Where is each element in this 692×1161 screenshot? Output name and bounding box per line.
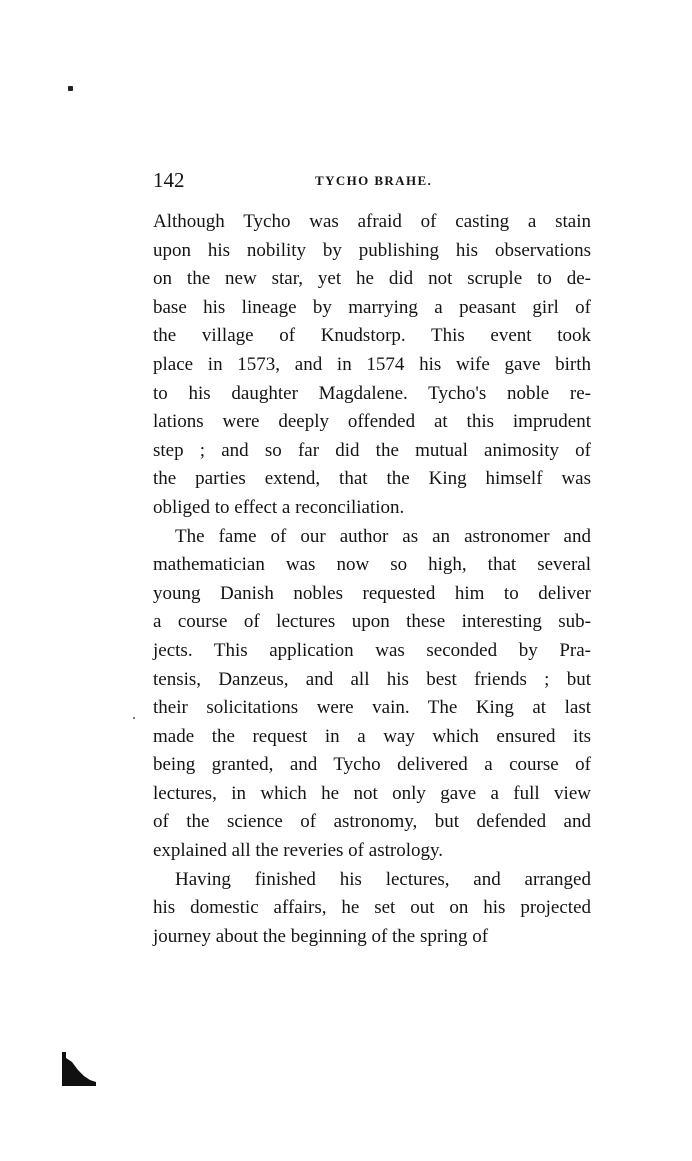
text-line: The fame of our author as an astronomer and [175, 525, 591, 547]
text-line: a course of lectures upon these interesting sub- [153, 611, 591, 633]
text-line: lations were deeply offended at this imprudent [153, 411, 591, 433]
text-line: to his daughter Magdalene. Tycho's noble re- [153, 382, 591, 404]
text-line: tensis, Danzeus, and all his best friends ; but [153, 668, 591, 690]
text-line: upon his nobility by publishing his observations [153, 239, 591, 261]
text-line: being granted, and Tycho delivered a course of [153, 754, 591, 776]
ink-speck [68, 86, 73, 91]
text-line: on the new star, yet he did not scruple to de- [153, 268, 591, 290]
text-line: of the science of astronomy, but defended and [153, 811, 591, 833]
text-line: lectures, in which he not only gave a full view [153, 782, 591, 804]
text-line: step ; and so far did the mutual animosity of [153, 439, 591, 461]
text-line: obliged to effect a reconciliation. [153, 496, 405, 518]
margin-mark [133, 717, 135, 719]
body-text [153, 208, 591, 951]
text-line: young Danish nobles requested him to deliver [153, 582, 591, 604]
text-line: jects. This application was seconded by Pra- [153, 639, 591, 661]
text-line: the village of Knudstorp. This event took [153, 325, 591, 347]
text-line: journey about the beginning of the spring of [153, 925, 489, 947]
text-line: Although Tycho was afraid of casting a stain [153, 211, 591, 232]
text-line: made the request in a way which ensured its [153, 725, 591, 747]
text-line: base his lineage by marrying a peasant girl of [153, 296, 591, 318]
text-line: place in 1573, and in 1574 his wife gave birth [153, 353, 591, 375]
text-line: the parties extend, that the King himself was [153, 468, 591, 490]
text-line: their solicitations were vain. The King at last [153, 697, 591, 719]
text-line: his domestic affairs, he set out on his projected [153, 897, 591, 919]
text-line: mathematician was now so high, that several [153, 554, 591, 576]
page-number: 142 [153, 168, 185, 192]
running-head: TYCHO BRAHE. [315, 173, 433, 188]
paragraph [153, 523, 591, 866]
paragraph [153, 208, 591, 523]
paragraph [153, 866, 591, 952]
page-header [153, 168, 593, 192]
scan-corner-mark-icon [62, 1052, 96, 1086]
text-line: explained all the reveries of astrology. [153, 840, 443, 862]
text-line: Having finished his lectures, and arranged [175, 868, 591, 890]
